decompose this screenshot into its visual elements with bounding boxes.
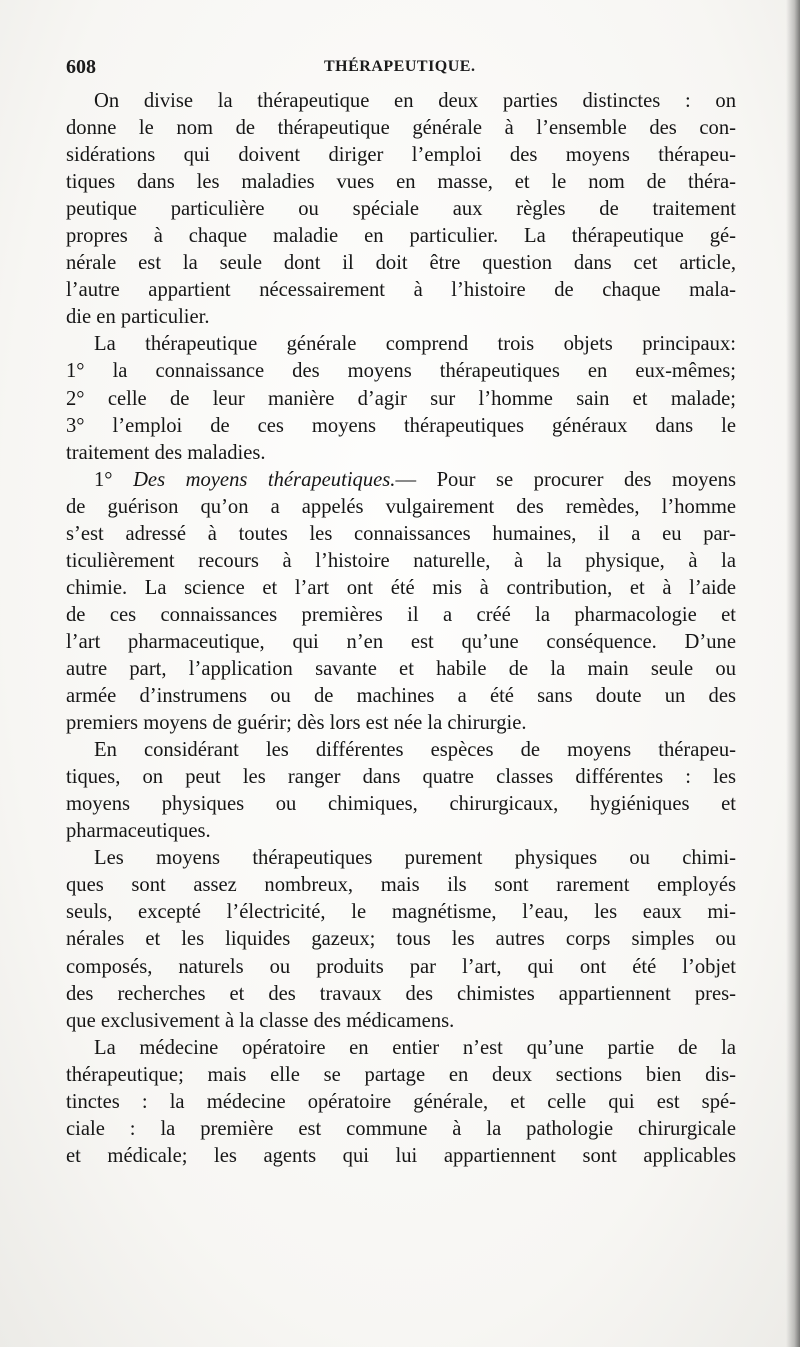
text-line: nérales et les liquides gazeux; tous les autres corps simples ou bbox=[66, 928, 736, 951]
text-line: s’est adressé à toutes les connaissances humaines, il a eu par- bbox=[66, 522, 736, 545]
text-line: de guérison qu’on a appelés vulgairement des remèdes, l’homme bbox=[66, 495, 736, 518]
page-number: 608 bbox=[66, 56, 96, 78]
text-line: tiques, on peut les ranger dans quatre classes différentes : les bbox=[66, 766, 736, 789]
text-line: 1° la connaissance des moyens thérapeutiques en eux-mêmes; bbox=[66, 360, 736, 383]
text-line: thérapeutique; mais elle se partage en deux sections bien dis- bbox=[66, 1063, 736, 1086]
text-line: peutique particulière ou spéciale aux règles de traitement bbox=[66, 198, 736, 221]
text-line: et médicale; les agents qui lui appartiennent sont applicables bbox=[66, 1144, 736, 1167]
text-line: pharmaceutiques. bbox=[66, 820, 211, 843]
text-line: nérale est la seule dont il doit être question dans cet article, bbox=[66, 252, 736, 275]
text-line: armée d’instrumens ou de machines a été sans doute un des bbox=[66, 685, 736, 708]
section-number: 1° bbox=[94, 468, 134, 491]
text-line: die en particulier. bbox=[66, 306, 210, 329]
text-line: l’autre appartient nécessairement à l’histoire de chaque mala- bbox=[66, 279, 736, 302]
text-line: moyens physiques ou chimiques, chirurgicaux, hygiéniques et bbox=[66, 793, 736, 816]
running-title: THÉRAPEUTIQUE. bbox=[324, 58, 476, 75]
text-line: des recherches et des travaux des chimistes appartiennent pres- bbox=[66, 982, 736, 1005]
text-line: tinctes : la médecine opératoire générale, et celle qui est spé- bbox=[66, 1090, 736, 1113]
text-line: ques sont assez nombreux, mais ils sont rarement employés bbox=[66, 874, 736, 897]
text-line: tiques dans les maladies vues en masse, et le nom de théra- bbox=[66, 171, 736, 194]
text-line: On divise la thérapeutique en deux parties distinctes : on bbox=[94, 90, 736, 112]
text-line: que exclusivement à la classe des médicamens. bbox=[66, 1009, 455, 1032]
text-line: 2° celle de leur manière d’agir sur l’homme sain et malade; bbox=[66, 387, 736, 410]
text-line: traitement des maladies. bbox=[66, 441, 266, 464]
text-line: La médecine opératoire en entier n’est qu’une partie de la bbox=[94, 1036, 736, 1059]
text-line: premiers moyens de guérir; dès lors est née la chirurgie. bbox=[66, 712, 527, 735]
text-line: propres à chaque maladie en particulier. La thérapeutique gé- bbox=[66, 225, 736, 248]
page-header bbox=[66, 56, 736, 80]
page-edge-shadow bbox=[786, 0, 800, 1347]
text-line: seuls, excepté l’électricité, le magnétisme, l’eau, les eaux mi- bbox=[66, 901, 736, 924]
text-line: autre part, l’application savante et habile de la main seule ou bbox=[66, 657, 736, 680]
section-lead-text: — Pour se procurer des moyens bbox=[395, 468, 736, 491]
text-line: sidérations qui doivent diriger l’emploi des moyens thérapeu- bbox=[66, 144, 736, 167]
section-heading-line bbox=[66, 467, 736, 494]
text-line: ticulièrement recours à l’histoire naturelle, à la physique, à la bbox=[66, 549, 736, 572]
body-text bbox=[66, 88, 736, 1170]
text-line: l’art pharmaceutique, qui n’en est qu’une conséquence. D’une bbox=[66, 630, 736, 653]
text-line: donne le nom de thérapeutique générale à l’ensemble des con- bbox=[66, 117, 736, 140]
text-line: ciale : la première est commune à la pathologie chirurgicale bbox=[66, 1117, 736, 1140]
section-title: Des moyens thérapeutiques. bbox=[133, 468, 396, 491]
text-line: 3° l’emploi de ces moyens thérapeutiques généraux dans le bbox=[66, 414, 736, 437]
text-line: de ces connaissances premières il a créé la pharmacologie et bbox=[66, 603, 736, 626]
text-line: En considérant les différentes espèces de moyens thérapeu- bbox=[94, 739, 736, 762]
text-line: Les moyens thérapeutiques purement physiques ou chimi- bbox=[94, 847, 736, 870]
text-line: La thérapeutique générale comprend trois objets principaux: bbox=[94, 333, 736, 356]
text-line: chimie. La science et l’art ont été mis à contribution, et à l’aide bbox=[66, 576, 736, 599]
text-line: composés, naturels ou produits par l’art, qui ont été l’objet bbox=[66, 955, 736, 978]
